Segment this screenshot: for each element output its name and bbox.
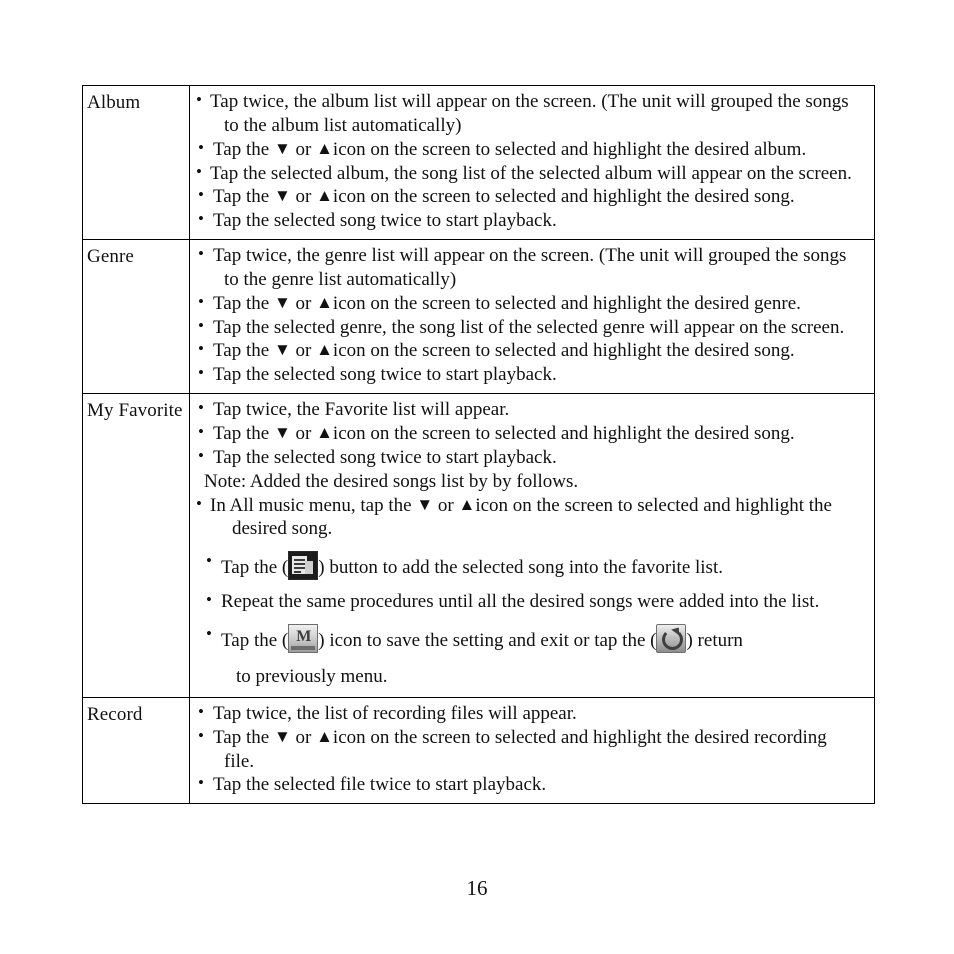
list-item-text: or (290, 292, 317, 314)
list-item (196, 339, 868, 363)
list-item-text: ) return (686, 630, 743, 652)
row-body-cell-my-favorite (190, 394, 875, 698)
row-body-cell-record (190, 697, 875, 803)
list-item-text: Tap the selected genre, the song list of the selected genre will appear on the screen. (213, 316, 845, 338)
bullet-icon: • (198, 421, 204, 441)
up-triangle-icon: ▲ (316, 340, 333, 360)
return-icon[interactable] (656, 624, 686, 653)
bullet-icon: • (206, 590, 212, 610)
list-item-text: ) icon to save the setting and exit or tap the ( (318, 630, 657, 652)
list-item-text: Tap the (213, 292, 274, 314)
bullet-icon: • (196, 90, 202, 109)
list-item (196, 773, 868, 797)
bullet-icon: • (198, 773, 204, 793)
list-item-continuation: to previously menu. (236, 666, 388, 688)
list-item-text: icon on the screen to selected and highlight the desired song. (332, 422, 795, 444)
row-body-cell-album (190, 86, 875, 240)
row-label-my-favorite: My Favorite (87, 400, 183, 422)
list-item (196, 446, 868, 470)
list-item-text: Tap twice, the genre list will appear on the screen. (The unit will grouped the songs (213, 245, 847, 267)
list-item (196, 209, 868, 233)
down-triangle-icon: ▼ (273, 422, 291, 442)
down-triangle-icon: ▼ (416, 494, 434, 514)
list-item-text: Tap the (213, 726, 274, 748)
list-item-text: Tap the selected song twice to start playback. (213, 364, 557, 386)
list-item-text: icon on the screen to selected and highlight the desired recording (332, 726, 827, 748)
list-item-text: Tap twice, the Favorite list will appear. (213, 399, 510, 421)
bullet-icon: • (198, 339, 204, 359)
bullet-icon: • (206, 624, 212, 644)
bullet-icon: • (198, 725, 204, 745)
list-item-text: Tap the selected song twice to start playback. (213, 446, 557, 468)
up-triangle-icon: ▲ (458, 494, 476, 514)
list-item-text: Tap the selected album, the song list of the selected album will appear on the screen. (210, 162, 852, 184)
list-item-text: In All music menu, tap the (210, 494, 417, 516)
list-item (196, 244, 868, 268)
list-item (196, 162, 868, 186)
feature-instructions-table (82, 85, 875, 804)
list-item-text: Tap the selected song twice to start playback. (213, 210, 557, 232)
list-item (196, 185, 868, 209)
list-item-continuation: desired song. (232, 518, 333, 540)
list-item (196, 624, 868, 653)
bullet-icon: • (196, 161, 202, 181)
row-label-cell-genre (83, 240, 190, 394)
bullet-icon: • (198, 363, 204, 383)
list-item-continuation: file. (224, 750, 255, 772)
list-item-text: Tap the selected file twice to start playback. (213, 774, 547, 796)
list-item-text: Tap twice, the album list will appear on the screen. (The unit will grouped the songs (210, 91, 849, 112)
down-triangle-icon: ▼ (273, 726, 291, 746)
row-label-genre: Genre (87, 246, 134, 268)
table-row (83, 86, 875, 240)
list-item (196, 702, 868, 726)
table-row (83, 394, 875, 698)
row-label-cell-album (83, 86, 190, 240)
list-item (196, 292, 868, 316)
bullet-icon: • (198, 137, 204, 157)
list-item-text: Tap the ( (221, 630, 289, 652)
list-item (196, 422, 868, 446)
list-item-text: or (290, 726, 317, 748)
row-label-cell-my-favorite (83, 394, 190, 698)
down-triangle-icon: ▼ (273, 138, 291, 158)
list-item-text: or (290, 186, 317, 208)
list-item-text: icon on the screen to selected and highlight the desired song. (332, 186, 795, 208)
bullet-icon: • (206, 551, 212, 571)
row-label-record: Record (87, 703, 143, 725)
list-item (196, 726, 868, 750)
list-item-text: ) button to add the selected song into the favorite list. (318, 557, 723, 579)
row-label-album: Album (87, 92, 141, 113)
list-item-text: icon on the screen to selected and highlight the desired album. (332, 138, 807, 160)
up-triangle-icon: ▲ (316, 292, 333, 312)
list-item-text: icon on the screen to selected and highlight the desired song. (332, 340, 795, 362)
list-item (196, 138, 868, 162)
table-row (83, 240, 875, 394)
list-item-text: Tap twice, the list of recording files will appear. (213, 702, 577, 724)
list-item (196, 494, 868, 518)
bullet-icon: • (198, 185, 204, 205)
up-triangle-icon: ▲ (316, 138, 333, 158)
bullet-icon: • (198, 445, 204, 465)
bullet-icon: • (198, 315, 204, 335)
note-text: Note: Added the desired songs list by by follows. (204, 470, 579, 492)
list-item-text: Tap the ( (221, 557, 289, 579)
list-item (196, 551, 868, 580)
bullet-icon: • (198, 398, 204, 418)
list-item-text: Tap the (213, 422, 274, 444)
list-item-text: Repeat the same procedures until all the desired songs were added into the list. (221, 591, 820, 613)
page-number: 16 (466, 876, 488, 900)
save-icon[interactable]: M (288, 624, 318, 653)
down-triangle-icon: ▼ (273, 292, 291, 312)
up-triangle-icon: ▲ (316, 726, 333, 746)
list-item-text: or (433, 494, 459, 516)
row-label-cell-record (83, 697, 190, 803)
down-triangle-icon: ▼ (273, 340, 291, 360)
table-row (83, 697, 875, 803)
list-item-text: icon on the screen to selected and highlight the desired genre. (332, 292, 801, 314)
list-item-text: or (290, 138, 317, 160)
bullet-icon: • (198, 209, 204, 229)
list-item (196, 316, 868, 340)
bullet-icon: • (198, 244, 204, 264)
row-body-cell-genre (190, 240, 875, 394)
list-item-text: icon on the screen to selected and highlight the (475, 494, 832, 516)
up-triangle-icon: ▲ (316, 422, 333, 442)
bullet-icon: • (198, 701, 204, 721)
list-item-text: Tap the (213, 138, 274, 160)
bullet-icon: • (198, 291, 204, 311)
list-item-text: or (290, 422, 317, 444)
list-item-text: Tap the (213, 186, 274, 208)
list-item (196, 363, 868, 387)
list-item (196, 90, 868, 114)
list-item (196, 398, 868, 422)
list-item-text: Tap the (213, 340, 274, 362)
list-item-continuation: to the genre list automatically) (224, 268, 457, 290)
list-item-continuation: to the album list automatically) (224, 114, 462, 136)
list-item (196, 590, 868, 614)
up-triangle-icon: ▲ (316, 186, 333, 206)
bullet-icon: • (196, 493, 202, 513)
list-item-text: or (290, 340, 317, 362)
list-icon[interactable] (288, 551, 318, 580)
down-triangle-icon: ▼ (273, 186, 291, 206)
